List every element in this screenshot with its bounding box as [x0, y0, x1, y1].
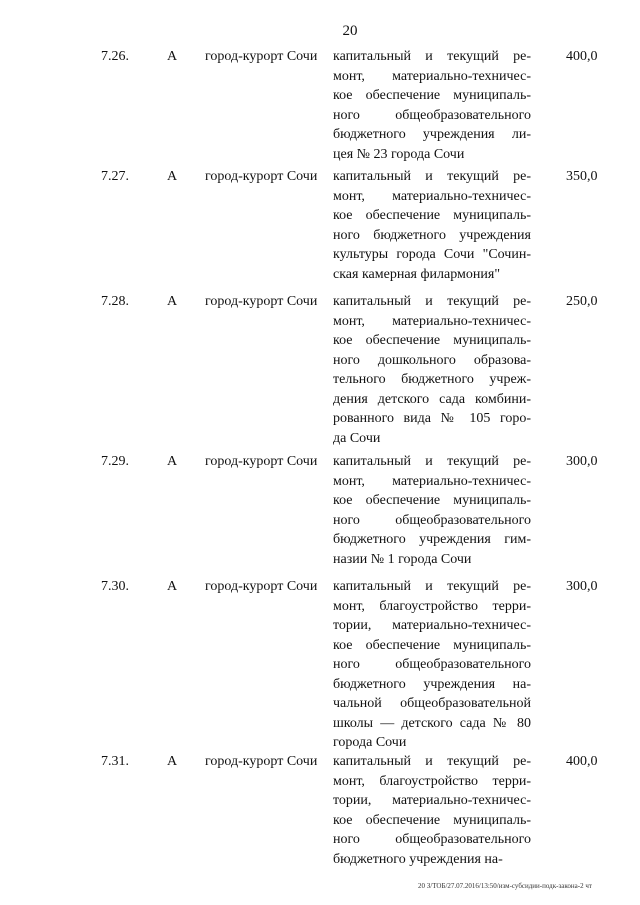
row-category: А	[167, 454, 178, 469]
description-line: бюджетного учреждения гим-	[333, 532, 531, 547]
description-line: монт, материально-техничес-	[333, 68, 531, 84]
description-line: бюджетного учреждения на-	[333, 851, 503, 867]
description-line: тории, материально-техничес-	[333, 618, 531, 633]
description-line: школы — детского сада № 80	[333, 715, 531, 731]
description-line: капитальный и текущий ре-	[333, 294, 531, 309]
row-amount: 250,0	[566, 294, 598, 309]
description-line: ного бюджетного учреждения	[333, 227, 531, 243]
description-line: кое обеспечение муниципаль-	[333, 333, 531, 348]
description-line: кое обеспечение муниципаль-	[333, 812, 531, 828]
row-number: 7.31.	[101, 754, 129, 769]
description-line: монт, материально-техничес-	[333, 473, 531, 489]
row-number: 7.28.	[101, 294, 129, 309]
description-line: монт, благоустройство терри-	[333, 773, 531, 789]
description-line: бюджетного учреждения на-	[333, 676, 531, 692]
row-number: 7.29.	[101, 454, 129, 469]
description-line: ская камерная филармония"	[333, 266, 501, 282]
description-line: кое обеспечение муниципаль-	[333, 208, 531, 223]
row-description	[333, 577, 531, 753]
row-municipality: город-курорт Сочи	[205, 754, 318, 769]
description-line: монт, материально-техничес-	[333, 188, 531, 204]
description-line: ного общеобразовательного	[333, 832, 531, 847]
row-category: А	[167, 169, 178, 184]
row-amount: 400,0	[566, 49, 598, 64]
description-line: кое обеспечение муниципаль-	[333, 637, 531, 653]
description-line: монт, благоустройство терри-	[333, 598, 531, 614]
row-municipality: город-курорт Сочи	[205, 49, 318, 64]
row-description	[333, 752, 531, 869]
row-category: А	[167, 754, 178, 769]
description-line: ного общеобразовательного	[333, 657, 531, 672]
description-line: бюджетного учреждения ли-	[333, 127, 531, 142]
row-category: А	[167, 579, 178, 594]
footer-text: 20 З/ТОБ/27.07.2016/13:50/изм-субсидии-подк-закона-2 чт	[418, 882, 592, 890]
row-category: А	[167, 49, 178, 64]
row-amount: 350,0	[566, 169, 598, 184]
row-description	[333, 167, 531, 284]
row-amount: 300,0	[566, 579, 598, 594]
description-line: тории, материально-техничес-	[333, 793, 531, 808]
description-line: капитальный и текущий ре-	[333, 754, 531, 769]
row-description	[333, 452, 531, 569]
description-line: монт, материально-техничес-	[333, 313, 531, 329]
row-number: 7.30.	[101, 579, 129, 594]
description-line: капитальный и текущий ре-	[333, 169, 531, 184]
row-description	[333, 292, 531, 448]
description-line: капитальный и текущий ре-	[333, 579, 531, 594]
description-line: кое обеспечение муниципаль-	[333, 493, 531, 508]
description-line: ного общеобразовательного	[333, 107, 531, 123]
description-line: города Сочи	[333, 735, 407, 750]
row-municipality: город-курорт Сочи	[205, 294, 318, 309]
description-line: кое обеспечение муниципаль-	[333, 88, 531, 103]
description-line: рованного вида № 105 горо-	[333, 411, 531, 426]
description-line: капитальный и текущий ре-	[333, 49, 531, 64]
description-line: чальной общеобразовательной	[333, 696, 531, 711]
row-amount: 300,0	[566, 454, 598, 469]
description-line: ного общеобразовательного	[333, 512, 531, 528]
row-number: 7.27.	[101, 169, 129, 184]
row-category: А	[167, 294, 178, 309]
description-line: культуры города Сочи "Сочин-	[333, 247, 531, 262]
row-number: 7.26.	[101, 49, 129, 64]
description-line: цея № 23 города Сочи	[333, 146, 465, 162]
description-line: тельного бюджетного учреж-	[333, 372, 531, 387]
description-line: капитальный и текущий ре-	[333, 454, 531, 469]
description-line: да Сочи	[333, 430, 381, 446]
row-municipality: город-курорт Сочи	[205, 454, 318, 469]
page-number: 20	[342, 23, 358, 39]
description-line: дения детского сада комбини-	[333, 391, 531, 407]
row-amount: 400,0	[566, 754, 598, 769]
description-line: ного дошкольного образова-	[333, 352, 531, 368]
description-line: назии № 1 города Сочи	[333, 551, 472, 567]
row-municipality: город-курорт Сочи	[205, 169, 318, 184]
row-description	[333, 47, 531, 164]
row-municipality: город-курорт Сочи	[205, 579, 318, 594]
